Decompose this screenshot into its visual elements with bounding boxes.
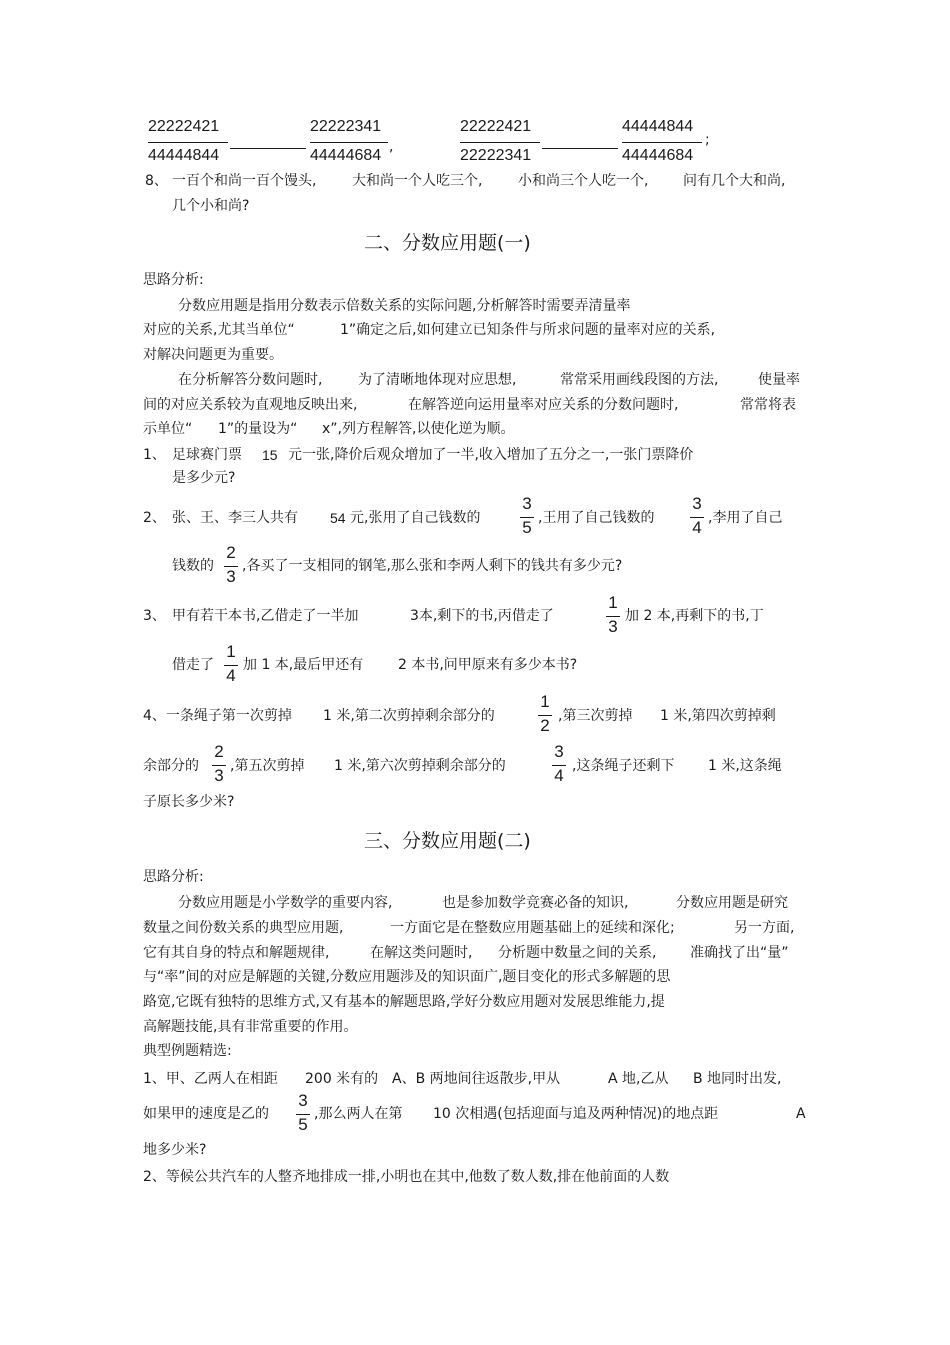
paragraph-text: 也是参加数学竞赛必备的知识, [442,895,629,911]
question-text: 1 米,第四次剪掉剩 [660,708,776,724]
question-label: 3、 [143,608,166,624]
fraction-bar [460,142,540,143]
analysis-label: 思路分析: [143,869,204,885]
paragraph-text: 使量率 [758,372,800,388]
paragraph-text: 分数应用题是研究 [676,895,788,911]
question-text: 钱数的 [172,558,214,574]
numerator: 1 [226,642,236,661]
numerator: 1 [608,593,618,612]
numerator: 3 [692,494,702,513]
denominator: 44444684 [310,147,382,164]
question-text: A、B 两地间往返散步,甲从 [392,1071,561,1087]
q8-text: 一百个和尚一百个馒头, [172,173,317,189]
question-text: 1 米,这条绳 [708,758,782,774]
question-label: 1、 [143,447,166,463]
paragraph-text: 与“率”间的对应是解题的关键,分数应用题涉及的知识面广,题目变化的形式多解题的思 [143,969,671,985]
numerator: 2 [214,742,224,761]
question-number: 54 [330,510,346,526]
question-text: 10 次相遇(包括迎面与追及两种情况)的地点距 [433,1106,719,1122]
question-number: 15 [262,447,278,463]
question-text: 足球赛门票 [172,447,242,463]
numerator: 3 [298,1091,308,1110]
paragraph-text: 1”的量设为“ [218,421,298,437]
denominator: 2 [540,716,550,735]
numerator: 22222421 [148,118,220,135]
question-text: ,第五次剪掉 [230,758,305,774]
section-title: 二、分数应用题(一) [364,232,531,254]
paragraph-text: 分析题中数量之间的关系, [498,945,657,961]
question-text: 1 米,第六次剪掉剩余部分的 [334,758,506,774]
question-text: ,那么两人在第 [314,1106,403,1122]
question-text: ,第三次剪掉 [558,708,633,724]
denominator: 5 [298,1115,308,1134]
question-text: 元一张,降价后观众增加了一半,收入增加了五分之一,一张门票降价 [288,447,694,463]
fraction-bar [622,142,702,143]
denominator: 4 [692,518,702,537]
paragraph-text: 在分析解答分数问题时, [178,372,323,388]
question-text: 元,张用了自己钱数的 [350,510,481,526]
question-text: 借走了 [172,657,214,673]
q8-text: 大和尚一个人吃三个, [352,173,483,189]
comparison-blank-2 [542,148,618,149]
question-text: ,王用了自己钱数的 [538,510,655,526]
fraction-bar [310,142,388,143]
question-text: 2、等候公共汽车的人整齐地排成一排,小明也在其中,他数了数人数,排在他前面的人数 [143,1169,670,1185]
question-text: ,这条绳子还剩下 [572,758,675,774]
question-label: 2、 [143,510,166,526]
denominator: 4 [226,666,236,685]
question-text: A 地,乙从 [608,1071,669,1087]
separator-semicolon: ; [705,132,710,148]
question-text: 1、甲、乙两人在相距 [143,1071,278,1087]
paragraph-text: 在解这类问题时, [370,945,473,961]
paragraph-text: 分数应用题是小学数学的重要内容, [178,895,393,911]
paragraph-text: 在解答逆向运用量率对应关系的分数问题时, [408,397,679,413]
denominator: 3 [226,567,236,586]
question-text: 1 米,第二次剪掉剩余部分的 [323,708,495,724]
denominator: 3 [608,617,618,636]
numerator: 1 [540,692,550,711]
paragraph-text: 对解决问题更为重要。 [143,347,283,363]
q8-label: 8、 [145,173,168,189]
question-text: 2 本书,问甲原来有多少本书? [398,657,578,673]
section-title: 三、分数应用题(二) [364,830,531,852]
paragraph-text: 高解题技能,具有非常重要的作用。 [143,1019,358,1035]
paragraph-text: 对应的关系,尤其当单位“ [143,322,295,338]
paragraph-text: 一方面它是在整数应用题基础上的延续和深化; [390,920,675,936]
question-text: 张、王、李三人共有 [172,510,298,526]
question-text: 子原长多少米? [143,794,235,810]
separator-comma: , [389,139,394,155]
paragraph-text: 间的对应关系较为直观地反映出来, [143,397,358,413]
numerator: 3 [522,494,532,513]
q8-text: 小和尚三个人吃一个, [518,173,649,189]
paragraph-text: 另一方面, [734,920,795,936]
paragraph-text: 数量之间份数关系的典型应用题, [143,920,344,936]
paragraph-text: 1”确定之后,如何建立已知条件与所求问题的量率对应的关系, [340,322,716,338]
question-text: 地多少米? [143,1142,207,1158]
question-text: 如果甲的速度是乙的 [143,1106,269,1122]
paragraph-text: 示单位“ [143,421,193,437]
q8-text: 问有几个大和尚, [683,173,786,189]
denominator: 4 [554,766,564,785]
paragraph-text: x”,列方程解答,以使化逆为顺。 [322,421,515,437]
numerator: 2 [226,543,236,562]
fraction-bar [148,142,228,143]
question-text: ,李用了自己 [708,510,783,526]
question-text: 甲有若干本书,乙借走了一半加 [172,608,359,624]
analysis-label: 思路分析: [143,272,204,288]
question-text: 加 1 本,最后甲还有 [243,657,364,673]
denominator: 3 [214,766,224,785]
q8-text: 几个小和尚? [172,198,250,214]
numerator: 3 [554,742,564,761]
paragraph-text: 准确找了出“量” [690,945,789,961]
question-text: 200 米有的 [305,1071,379,1087]
paragraph-text: 常常采用画线段图的方法, [560,372,719,388]
question-text: B 地同时出发, [693,1071,782,1087]
paragraph-text: 常常将表 [740,397,796,413]
question-text: 3本,剩下的书,丙借走了 [410,608,554,624]
paragraph-text: 它有其自身的特点和解题规律, [143,945,330,961]
denominator: 22222341 [460,147,532,164]
question-text: A [796,1106,806,1122]
comparison-blank-1 [230,148,306,149]
numerator: 22222341 [310,118,382,135]
numerator: 22222421 [460,118,532,135]
question-text: 余部分的 [143,758,199,774]
question-text: ,各买了一支相同的钢笔,那么张和李两人剩下的钱共有多少元? [242,558,623,574]
paragraph-text: 路宽,它既有独特的思维方式,又有基本的解题思路,学好分数应用题对发展思维能力,提 [143,994,665,1010]
paragraph-text: 为了清晰地体现对应思想, [358,372,517,388]
question-text: 4、一条绳子第一次剪掉 [143,708,292,724]
numerator: 44444844 [622,118,694,135]
denominator: 5 [522,518,532,537]
examples-label: 典型例题精选: [143,1043,232,1059]
question-text: 加 2 本,再剩下的书,丁 [625,608,764,624]
paragraph-text: 分数应用题是指用分数表示倍数关系的实际问题,分析解答时需要弄清量率 [178,298,631,314]
question-text: 是多少元? [172,470,236,486]
denominator: 44444684 [622,147,694,164]
denominator: 44444844 [148,147,220,164]
